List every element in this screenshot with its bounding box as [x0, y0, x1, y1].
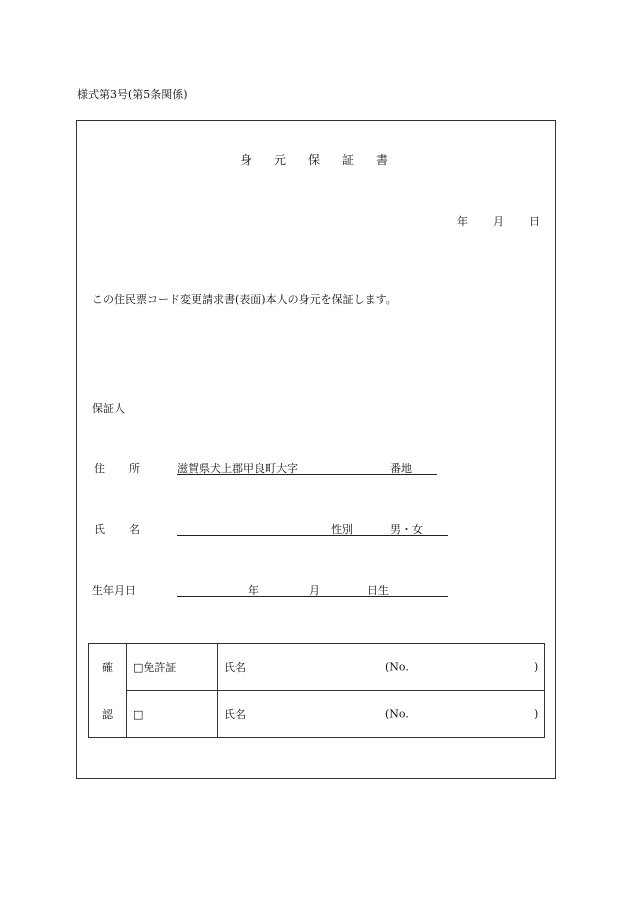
id-kind-license-checkbox[interactable]: □免許証: [127, 644, 218, 691]
name-label-char-1: 氏: [94, 523, 105, 536]
name-underline: [177, 535, 448, 536]
confirmation-no-open: (No.: [385, 707, 409, 721]
birthdate-label: 生年月日: [92, 584, 136, 597]
address-underline: [177, 474, 437, 475]
confirmation-name-label: 氏名: [224, 708, 246, 721]
address-label-char-1: 住: [94, 462, 105, 475]
confirmation-row: [89, 691, 545, 738]
address-label-char-2: 所: [129, 462, 140, 475]
birth-month-label: 月: [309, 584, 320, 597]
confirmation-no-close: ): [534, 707, 539, 721]
confirmation-no-open: (No.: [385, 660, 409, 674]
confirmation-name-cell: [218, 644, 545, 691]
id-kind-other-checkbox[interactable]: □: [127, 691, 218, 738]
guarantor-label: 保証人: [92, 402, 125, 415]
date-day-label: 日: [529, 215, 540, 228]
birth-day-label: 日生: [367, 584, 389, 597]
confirmation-name-cell: [218, 691, 545, 738]
birth-year-label: 年: [248, 584, 259, 597]
date-month-label: 月: [493, 215, 504, 228]
address-banchi: 番地: [390, 462, 412, 475]
form-number: 様式第3号(第5条関係): [77, 88, 188, 101]
address-prefix: 滋賀県犬上郡甲良町大字: [177, 462, 298, 475]
confirmation-label-top: 確: [89, 644, 127, 691]
confirmation-label-bottom: 認: [89, 691, 127, 738]
birthdate-underline: [177, 596, 448, 597]
confirmation-no-close: ): [534, 660, 539, 674]
confirmation-table: [88, 643, 545, 738]
form-title: 身元保証書: [240, 153, 411, 167]
date-year-label: 年: [457, 215, 468, 228]
guarantee-statement: この住民票コード変更請求書(表面)本人の身元を保証します。: [92, 293, 397, 306]
sex-label: 性別: [331, 523, 353, 536]
sex-options: 男・女: [390, 523, 423, 536]
name-label-char-2: 名: [129, 523, 140, 536]
confirmation-row: [89, 644, 545, 691]
confirmation-name-label: 氏名: [224, 661, 246, 674]
